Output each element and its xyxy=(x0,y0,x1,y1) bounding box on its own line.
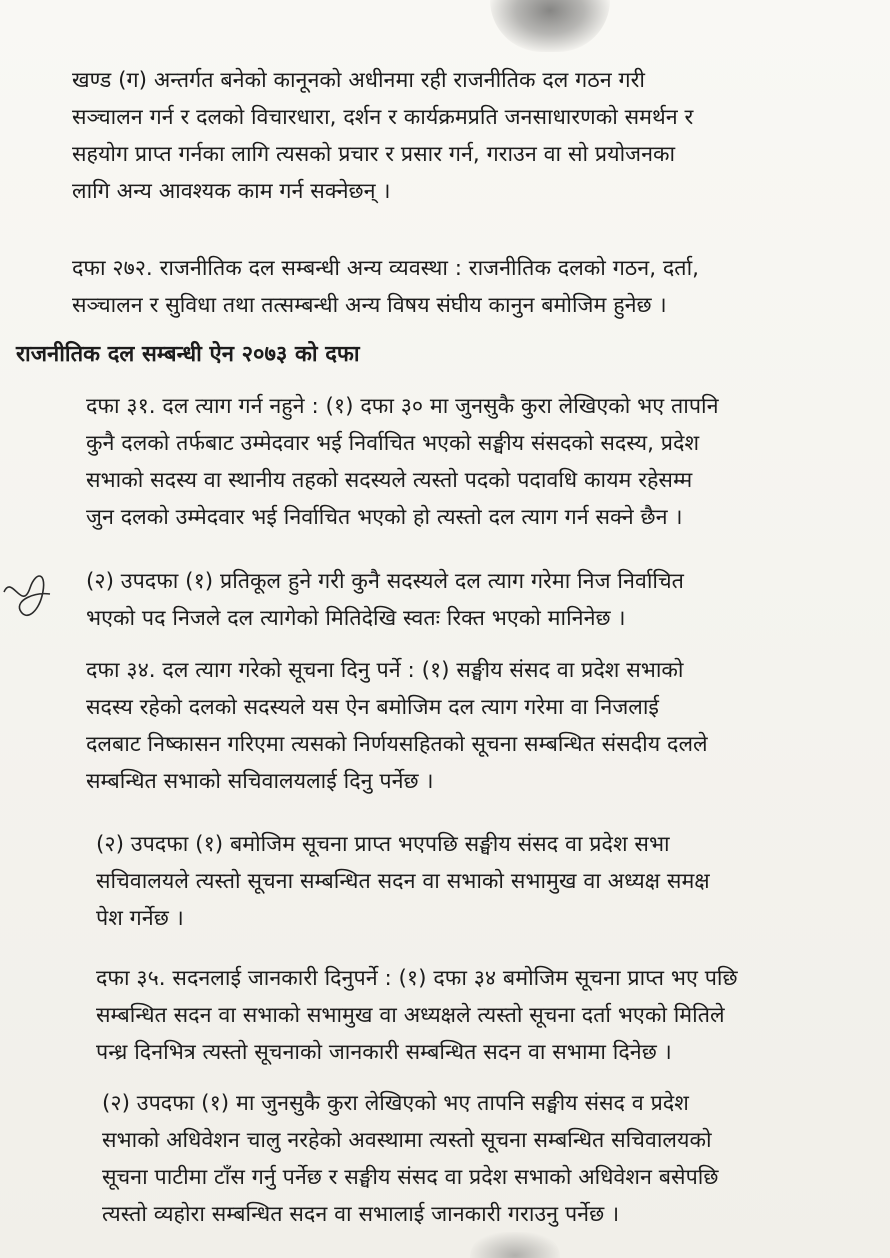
text-line: पेश गर्नेछ । xyxy=(96,906,184,931)
article-272 xyxy=(72,250,699,324)
text-line: सञ्चालन गर्न र दलको विचारधारा, दर्शन र कार्यक्रमप्रति जनसाधारणको समर्थन र xyxy=(72,105,694,130)
text-line: दफा ३१. दल त्याग गर्न नहुने : (१) दफा ३० मा जुनसुकै कुरा लेखिएको भए तापनि xyxy=(86,394,719,419)
text-line: सभाको सदस्य वा स्थानीय तहको सदस्यले त्यस्तो पदको पदावधि कायम रहेसम्म xyxy=(86,468,693,493)
section-35-clause-1 xyxy=(96,960,738,1071)
text-line: कुनै दलको तर्फबाट उम्मेदवार भई निर्वाचित भएको सङ्घीय संसदको सदस्य, प्रदेश xyxy=(86,431,700,456)
text-line: जुन दलको उम्मेदवार भई निर्वाचित भएको हो त्यस्तो दल त्याग गर्न सक्ने छैन । xyxy=(86,505,683,530)
text-line: सचिवालयले त्यस्तो सूचना सम्बन्धित सदन वा सभाको सभामुख वा अध्यक्ष समक्ष xyxy=(96,869,710,894)
text-line: सभाको अधिवेशन चालु नरहेको अवस्थामा त्यस्तो सूचना सम्बन्धित सचिवालयको xyxy=(102,1128,712,1153)
text-line: दफा ३५. सदनलाई जानकारी दिनुपर्ने : (१) दफा ३४ बमोजिम सूचना प्राप्त भए पछि xyxy=(96,966,738,991)
text-line: सम्बन्धित सभाको सचिवालयलाई दिनु पर्नेछ । xyxy=(86,769,434,794)
text-line: दलबाट निष्कासन गरिएमा त्यसको निर्णयसहितको सूचना सम्बन्धित संसदीय दलले xyxy=(86,732,708,757)
margin-scribble-mark xyxy=(0,552,56,632)
section-34-clause-2 xyxy=(96,826,710,937)
section-34-clause-1 xyxy=(86,652,708,800)
fingerprint-smudge xyxy=(490,0,610,52)
text-line: दफा ३४. दल त्याग गरेको सूचना दिनु पर्ने : (१) सङ्घीय संसद वा प्रदेश सभाको xyxy=(86,658,684,683)
text-line: (२) उपदफा (१) मा जुनसुकै कुरा लेखिएको भए तापनि सङ्घीय संसद व प्रदेश xyxy=(102,1091,689,1116)
text-line: सहयोग प्राप्त गर्नका लागि त्यसको प्रचार र प्रसार गर्न, गराउन वा सो प्रयोजनका xyxy=(72,142,676,167)
text-line: त्यस्तो व्यहोरा सम्बन्धित सदन वा सभालाई जानकारी गराउनु पर्नेछ । xyxy=(102,1202,620,1227)
text-line: सदस्य रहेको दलको सदस्यले यस ऐन बमोजिम दल त्याग गरेमा वा निजलाई xyxy=(86,695,659,720)
constitution-clause-continuation xyxy=(72,62,693,210)
text-line: लागि अन्य आवश्यक काम गर्न सक्नेछन् । xyxy=(72,179,391,204)
text-line: सम्बन्धित सदन वा सभाको सभामुख वा अध्यक्षले त्यस्तो सूचना दर्ता भएको मितिले xyxy=(96,1003,725,1028)
text-line: भएको पद निजले दल त्यागेको मितिदेखि स्वतः रिक्त भएको मानिनेछ । xyxy=(86,606,626,631)
text-line: खण्ड (ग) अन्तर्गत बनेको कानूनको अधीनमा रही राजनीतिक दल गठन गरी xyxy=(72,68,645,93)
text-line: दफा २७२. राजनीतिक दल सम्बन्धी अन्य व्यवस्था : राजनीतिक दलको गठन, दर्ता, xyxy=(72,256,699,281)
section-heading: राजनीतिक दल सम्बन्धी ऐन २०७३ को दफा xyxy=(16,342,360,367)
bottom-smudge xyxy=(470,1232,560,1258)
text-line: (२) उपदफा (१) प्रतिकूल हुने गरी कुनै सदस्यले दल त्याग गरेमा निज निर्वाचित xyxy=(86,569,684,594)
text-line: सञ्चालन र सुविधा तथा तत्सम्बन्धी अन्य विषय संघीय कानुन बमोजिम हुनेछ । xyxy=(72,293,667,318)
text-line: (२) उपदफा (१) बमोजिम सूचना प्राप्त भएपछि सङ्घीय संसद वा प्रदेश सभा xyxy=(96,832,670,857)
section-31-clause-1 xyxy=(86,388,719,536)
text-line: सूचना पाटीमा टाँस गर्नु पर्नेछ र सङ्घीय संसद वा प्रदेश सभाको अधिवेशन बसेपछि xyxy=(102,1165,719,1190)
text-line: पन्ध्र दिनभित्र त्यस्तो सूचनाको जानकारी सम्बन्धित सदन वा सभामा दिनेछ । xyxy=(96,1040,672,1065)
section-31-clause-2 xyxy=(86,563,684,637)
section-35-clause-2 xyxy=(102,1085,718,1233)
